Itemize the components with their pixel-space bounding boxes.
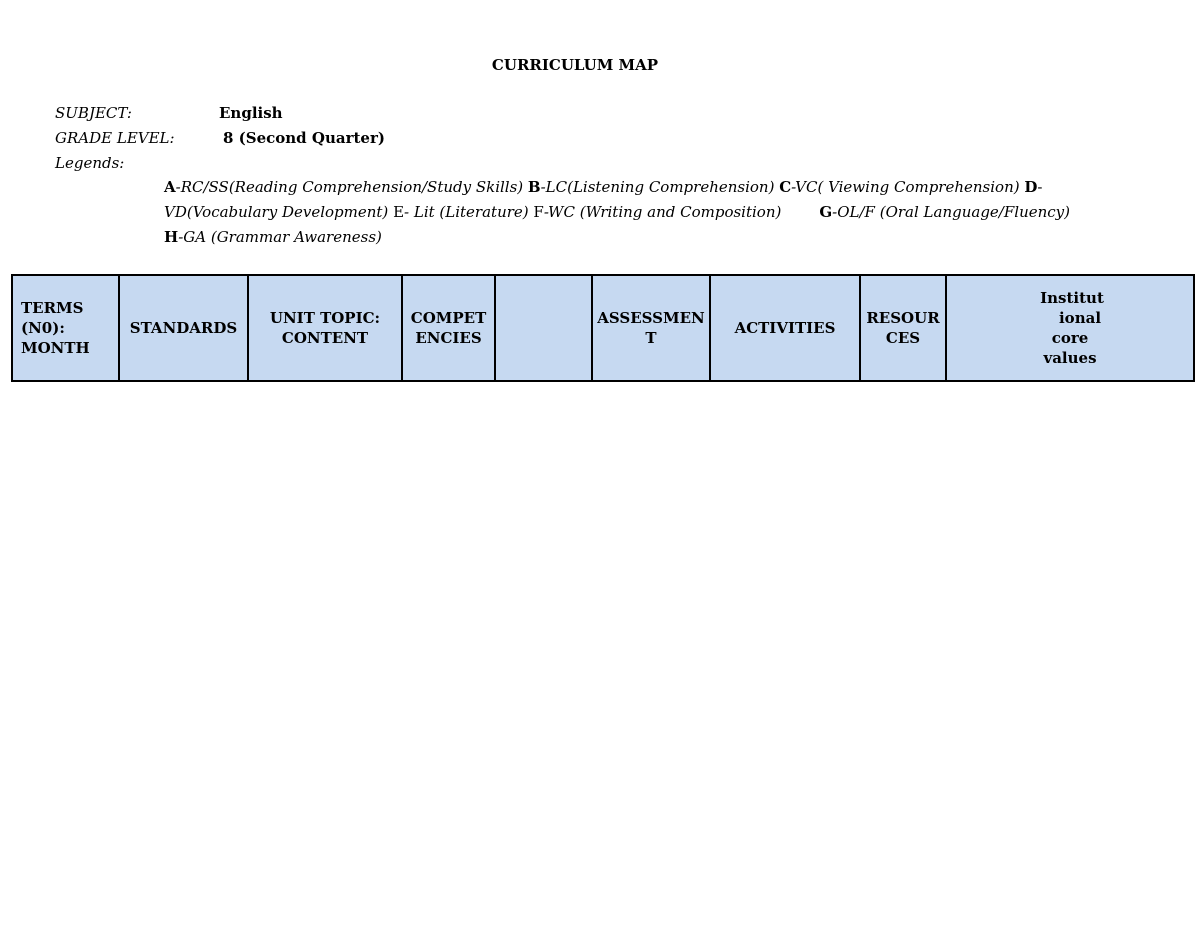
header-competencies: COMPET ENCIES [402,275,495,381]
subject-value: English [219,104,283,122]
legend-h-text: -GA (Grammar Awareness) [178,228,382,246]
grade-row [55,129,385,147]
legend-b-text: -LC(Listening Comprehension) [540,178,780,196]
legend-g-key: G [819,203,833,221]
legend-d-text: - [1037,178,1043,196]
legend-c-key: C [779,178,792,196]
subject-row [55,104,283,122]
header-activities: ACTIVITIES [710,275,860,381]
document-title: CURRICULUM MAP [491,56,659,74]
legend-h-key: H [164,228,179,246]
header-standards: STANDARDS [119,275,248,381]
header-unit-topic: UNIT TOPIC: CONTENT [248,275,402,381]
legend-line-3 [164,228,382,246]
legend-g-text: -OL/F (Oral Language/Fluency) [832,203,1070,221]
legend-line-2 [164,203,1070,221]
legend-a-text: -RC/SS(Reading Comprehension/Study Skills) [175,178,528,196]
header-blank [495,275,592,381]
legends-label: Legends: [55,154,125,172]
legends-row [55,154,124,172]
curriculum-table [11,274,1195,382]
legend-f-key: F [533,203,544,221]
header-core-values: Institut ional core values [946,275,1194,381]
legend-d-key: D [1024,178,1038,196]
grade-label: GRADE LEVEL: [55,129,175,147]
legend-c-text: -VC( Viewing Comprehension) [791,178,1025,196]
legend-e-text: - Lit (Literature) [404,203,534,221]
legend-f-text: -WC (Writing and Composition) [543,203,782,221]
legend-b-key: B [527,178,541,196]
table-header-row [12,275,1194,381]
header-assessment: ASSESSMEN T [592,275,710,381]
legend-d-text-2: VD(Vocabulary Development) [164,203,394,221]
grade-value: 8 (Second Quarter) [223,129,385,147]
subject-label: SUBJECT: [55,104,132,122]
legend-line-1 [164,178,1042,196]
legend-a-key: A [164,178,176,196]
header-resources: RESOUR CES [860,275,946,381]
legend-e-key: E [393,203,405,221]
header-terms: TERMS (N0): MONTH [12,275,119,381]
